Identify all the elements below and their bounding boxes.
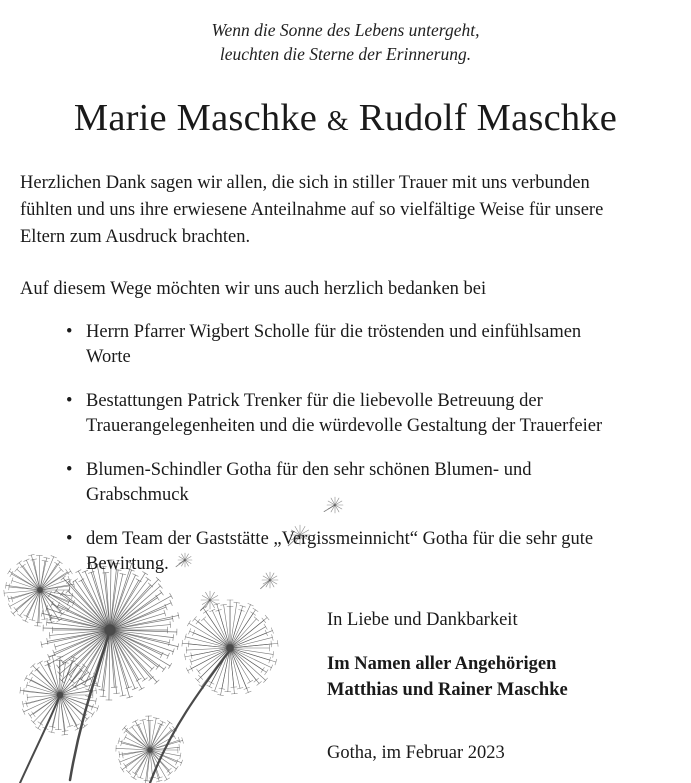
sender-line-1: Im Namen aller Angehörigen [327,654,557,674]
name-ampersand: & [326,106,349,137]
bullet-marker: • [66,529,73,549]
deceased-names [0,92,691,148]
name-first: Marie Maschke [73,97,318,139]
thanks-line-2: fühlten und uns ihre erwiesene Anteilnahme auf so vielfältige Weise für unsere [20,200,604,220]
list-item-line-2: Worte [86,347,131,367]
thanks-line-1: Herzlichen Dank sagen wir allen, die sich in stiller Trauer mit uns verbunden [20,173,590,193]
place-and-date: Gotha, im Februar 2023 [327,743,505,763]
thanks-paragraph [20,170,680,251]
bullet-marker: • [66,460,73,480]
name-second: Rudolf Maschke [358,97,618,139]
list-item-line-2: Trauerangelegenheiten und die würdevolle Gestaltung der Trauerfeier [86,416,603,436]
list-item-line-1: Herrn Pfarrer Wigbert Scholle für die tröstenden und einfühlsamen [86,322,582,342]
closing-phrase: In Liebe und Dankbarkeit [327,610,518,630]
list-item-line-1: Bestattungen Patrick Trenker für die liebevolle Betreuung der [86,391,543,411]
intro-paragraph: Auf diesem Wege möchten wir uns auch herzlich bedanken bei [20,279,487,299]
list-item-line-2: Bewirtung. [86,554,169,574]
motto-line-1: Wenn die Sonne des Lebens untergeht, [211,20,480,40]
list-item-line-2: Grabschmuck [86,485,189,505]
sender-line-2: Matthias und Rainer Maschke [327,680,568,700]
list-item-line-1: Blumen-Schindler Gotha für den sehr schönen Blumen- und [86,460,532,480]
dandelion-illustration [0,480,360,783]
thanks-line-3: Eltern zum Ausdruck brachten. [20,227,251,247]
motto-line-2: leuchten die Sterne der Erinnerung. [219,44,472,64]
bullet-marker: • [66,391,73,411]
bullet-marker: • [66,322,73,342]
list-item-line-1: dem Team der Gaststätte „Vergissmeinnicht“ Gotha für die sehr gute [86,529,594,549]
